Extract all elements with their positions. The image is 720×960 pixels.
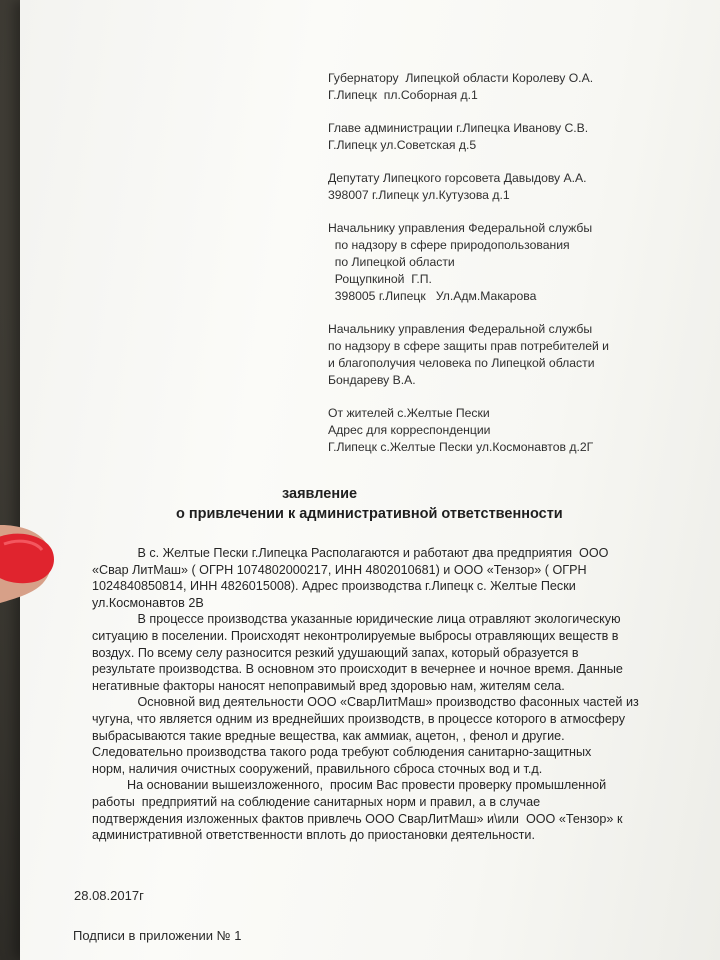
body-line: норм, наличия очистных сооружений, правильного сброса сточных вод и т.д. [92,761,543,776]
recipient-line: Адрес для корреспонденции [328,423,491,437]
recipient-line: Г.Липецк ул.Советская д.5 [328,138,477,152]
recipients-block [328,70,708,472]
recipient-line: Губернатору Липецкой области Королеву О.А. [328,71,594,85]
recipient-line: Начальнику управления Федеральной службы [328,221,593,235]
body-line: выбрасываются такие вредные вещества, как аммиак, ацетон, , фенол и другие. [92,728,565,743]
recipient-line: От жителей с.Желтые Пески [328,406,490,420]
recipient-block [328,321,708,389]
recipient-line: Рощупкиной Г.П. [328,272,432,286]
body-line: воздух. По всему селу разносится резкий удушающий запах, который образуется в [92,645,579,660]
recipient-line: по надзору в сфере защиты прав потребителей и [328,339,609,353]
body-line: 1024840850814, ИНН 4826015008). Адрес производства г.Липецк с. Желтые Пески [92,579,576,594]
recipient-line: по Липецкой области [328,255,455,269]
recipient-line: Начальнику управления Федеральной службы [328,322,593,336]
recipient-block [328,405,708,456]
recipient-line: Г.Липецк пл.Соборная д.1 [328,88,478,102]
recipient-line: и благополучия человека по Липецкой области [328,356,595,370]
document-subtitle: о привлечении к административной ответственности [176,506,563,522]
recipient-line: 398007 г.Липецк ул.Кутузова д.1 [328,188,510,202]
signatures-note: Подписи в приложении № 1 [73,928,242,943]
body-line: административной ответственности вплоть до приостановки деятельности. [92,828,535,843]
body-line: негативные факторы наносят непоправимый вред здоровью нам, жителям села. [92,678,565,693]
recipient-line: по надзору в сфере природопользования [328,238,570,252]
recipient-block [328,120,708,154]
body-line: Следовательно производства такого рода требуют соблюдения санитарно-защитных [92,745,592,760]
finger-with-red-nail [0,512,80,632]
body-line: На основании вышеизложенного, просим Вас провести проверку промышленной [92,778,607,793]
recipient-block [328,170,708,204]
recipient-block [328,70,708,104]
recipient-block [328,220,708,305]
document-title: заявление [282,486,358,502]
body-line: ул.Космонавтов 2В [92,595,204,610]
recipient-line: Бондареву В.А. [328,373,416,387]
body-line: В процессе производства указанные юридические лица отравляют экологическую [92,612,621,627]
body-line: «Свар ЛитМаш» ( ОГРН 1074802000217, ИНН 4802010681) и ООО «Тензор» ( ОГРН [92,562,587,577]
document-date: 28.08.2017г [74,888,144,903]
body-line: чугуна, что является одним из вреднейших производств, в процессе которого в атмосферу [92,711,626,726]
body-line: Основной вид деятельности ООО «СварЛитМаш» производство фасонных частей из [92,695,639,710]
document-body [92,545,708,844]
body-line: работы предприятий на соблюдение санитарных норм и правил, а в случае [92,794,541,809]
recipient-line: Депутату Липецкого горсовета Давыдову А.А. [328,171,587,185]
recipient-line: 398005 г.Липецк Ул.Адм.Макарова [328,289,537,303]
recipient-line: Г.Липецк с.Желтые Пески ул.Космонавтов д.2Г [328,440,594,454]
body-line: подтверждения изложенных фактов привлечь ООО СварЛитМаш» и\или ООО «Тензор» к [92,811,623,826]
body-line: результате производства. В основном это происходит в вечернее и ночное время. Данные [92,662,623,677]
body-line: ситуацию в поселении. Происходят неконтролируемые выбросы отравляющих веществ в [92,628,619,643]
body-line: В с. Желтые Пески г.Липецка Располагаются и работают два предприятия ООО [92,546,609,560]
recipient-line: Главе администрации г.Липецка Иванову С.В. [328,121,589,135]
